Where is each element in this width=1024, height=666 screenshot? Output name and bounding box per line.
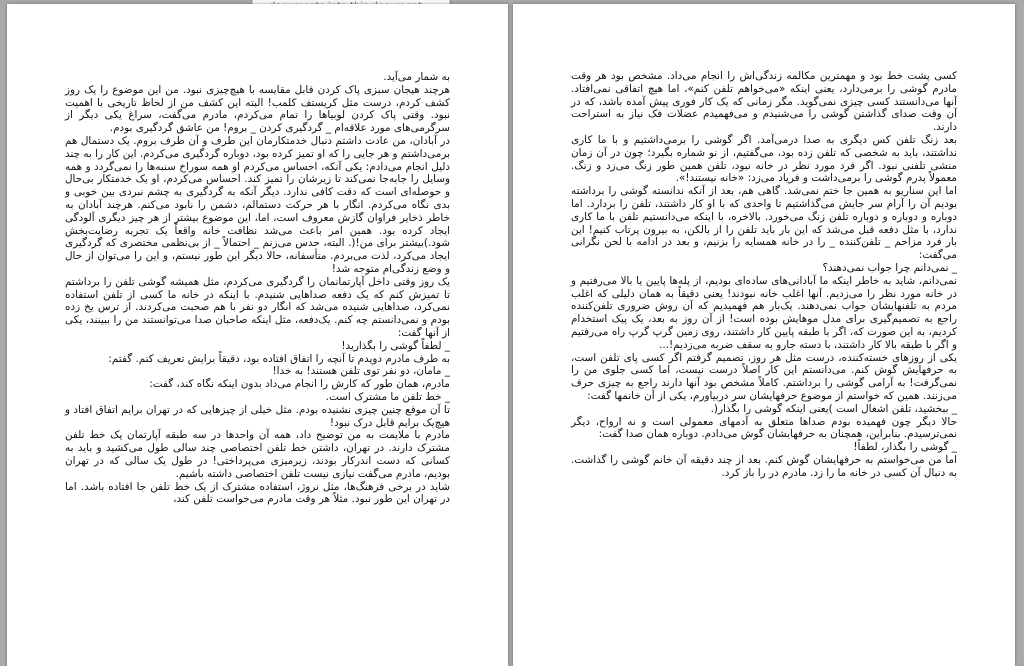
- document-page-right[interactable]: [513, 4, 1015, 666]
- paragraph: شاید در برخی فرهنگ‌ها، مثل نروژ، استفاده مشترک از یک خط تلفن جا افتاده باشد. اما در تهران این طور نبود. مثلاً هر وقت مادرم می‌خواست تلفن کند،: [65, 480, 450, 506]
- document-page-left[interactable]: [7, 4, 508, 666]
- page-text-left: [65, 71, 450, 506]
- paragraph: _ نمی‌دانم چرا جواب نمی‌دهند؟: [822, 261, 957, 274]
- paragraph: _ ببخشید، تلفن اشغال است )یعنی اینکه گوشی را بگذار(.: [710, 402, 957, 415]
- paragraph: در آبادان، من عادت داشتم دنبال خدمتکارمان این طرف و آن طرف بروم. یک دستمال هم برمی‌داشتم و هر جایی را که او تمیز کرده بود، دوباره گردگیری می‌کردم. این کار را به چند دلیل انجام می‌دادم: یکی آنکه، احساس می‌کردم او همه سوراخ سنبه‌ها را نمی‌گردد و همه وسایل را جابه‌جا نمی‌کند تا زیرشان را تمیز کند. احساس می‌کردم، او یک خدمتکار بی‌حال و حوصله‌ای است که دقت کافی ندارد. دیگر آنکه به گردگیری به چشم نبردی بین خوبی و بدی نگاه می‌کردم. انگار با هر حرکت دستمالم، دشمن را نابود می‌کنم. هرچند آبادان به خاطر ذخایر فراوان گازش معروف است، اما، این موضوع بیشتر از هر چیز دیگری آلودگی ایجاد کرده بود. همین امر باعث می‌شد نظافت خانه واقعاً یک تجربه رضایت‌بخش شود.)بیشتر برای من!(. البته، حدس می‌زنم _ احتمالاً _ از بی‌نظمی مختصری که گردگیری ایجاد می‌کرد، لذت می‌بردم. متأسفانه، حالا دیگر این طور نیستم، و این را می‌توان از حال و وضع زندگی‌ام متوجه شد!: [65, 134, 450, 275]
- paragraph: اما من می‌خواستم به حرفهایشان گوش کنم. بعد از چند دقیقه آن خانم گوشی را گذاشت. به دنبال آن کسی در خانه ما را زد. مادرم در را باز کرد.: [571, 453, 957, 479]
- paragraph: مادرم با ملایمت به من توضیح داد، همه آن واحدها در سه طبقه آپارتمان یک خط تلفن مشترک دارند. در تهران، داشتن خط تلفن اختصاصی چند سالی طول می‌کشید و باید به کسانی که دست اندرکار بودند، زیرمیزی می‌پرداختی! در طول یک سالی که در تهران بودیم، مادرم می‌گفت نیازی نیست تلفن اختصاصی داشته باشیم.: [65, 429, 450, 480]
- paragraph: نمی‌دانم، شاید به خاطر اینکه ما آبادانی‌های ساده‌ای بودیم، از پله‌ها پایین یا بالا می‌رفتیم و در خانه مورد نظر را می‌زدیم. آنها اغلب خانه نبودند! یعنی دقیقاً به همان دلیلی که اغلب مردم به تلفنهایشان جواب نمی‌دهند. یک‌بار هم فهمیدیم که آن روش ضروری تلفن‌کننده راجع به تصمیم‌گیری برای مدل موهایش بوده است! از آن روز به بعد، یک پیک استخدام کردیم، به این صورت که، اگر با طبقه پایین کار داشتند، روی زمین گرپ گرپ راه می‌رفتیم و اگر با طبقه بالا کار داشتند، با دسته جارو به سقف ضربه می‌زدیم!...: [571, 274, 957, 351]
- paragraph: اما این سناریو به همین جا ختم نمی‌شد. گاهی هم، بعد از آنکه ندانسته گوشی را برداشته بودیم آن را آرام سر جایش می‌گذاشتیم تا واحدی که با او کار داشتند، تلفن را بردارد. اما دوباره و دوباره و دوباره تلفن زنگ می‌خورد. بالاخره، با اینکه می‌دانستیم تلفن با ما کاری ندارد، با مثل دفعه قبل می‌شد که این بار باید تلفن را از بالکن، به بیرون پرتاب کنیم! این بار فرد مزاحم _ تلفن‌کننده _ را در خانه همسایه را بزنیم، و بعد در ادامه با لحن نگرانی می‌گفت:: [571, 185, 957, 262]
- paragraph: تا آن موقع چنین چیزی نشنیده بودم. مثل خیلی از چیزهایی که در تهران برایم اتفاق افتاد و هیچ‌یک برایم قابل درک نبود!: [65, 403, 450, 429]
- paragraph: _ مامان، دو نفر توی تلفن هستند! به خدا!: [272, 365, 450, 378]
- paragraph: بعد زنگ تلفن کس دیگری به صدا درمی‌آمد. اگر گوشی را برمی‌داشتیم و با ما کاری نداشتند، باید به شخصی که تلفن زده بود، می‌گفتیم، از نو شماره بگیرد؛ چون در آن زمان منشی تلفنی نبود. اگر فرد مورد نظر در خانه نبود، تلفن همین طور زنگ می‌زد و زنگ. معمولاً پدرم گوشی را برمی‌داشت و فریاد می‌زد: «خانه نیستند!».: [571, 133, 957, 185]
- paragraph: _ خط تلفن ما مشترک است.: [325, 390, 450, 403]
- paragraph: _ گوشی را بگذار، لطفاً!: [853, 441, 957, 454]
- paragraph: یک روز وقتی داخل آپارتمانمان را گردگیری می‌کردم، مثل همیشه گوشی تلفن را برداشتم تا تمیزش کنم که یک دفعه صداهایی شنیدم. با اینکه در خانه ما کسی از تلفن استفاده نمی‌کرد، صداهایی شنیده می‌شد که انگار دو نفر با هم صحبت می‌کردند. از ترس یخ زده بودم و نمی‌دانستم چه کنم. یک‌دفعه، مثل اینکه صاحبان صدا می‌توانستند من را ببینند، یکی از آنها گفت:: [65, 275, 450, 339]
- paragraph: کسی پشت خط بود و مهمترین مکالمه زندگی‌اش را انجام می‌داد. مشخص بود هر وقت مادرم گوشی را برمی‌دارد، یعنی اینکه «می‌خواهم تلفن کنم»، اما هیچ اتفاقی نمی‌افتاد. آنها می‌دانستند کسی چیزی نمی‌گوید. مگر زمانی که یک کار فوری پیش آمده باشد، که در آن وقت صدای گذاشتن گوشی را می‌شنیدم و می‌فهمیدم عضلات فک نیاز به استراحت دارند.: [571, 70, 957, 134]
- paragraph: _ لطفاً گوشی را بگذارید!: [341, 339, 450, 352]
- paragraph: به شمار می‌آید.: [383, 71, 450, 83]
- paragraph: یکی از روزهای خسته‌کننده، درست مثل هر روز، تصمیم گرفتم اگر کسی پای تلفن است، به حرفهایش گوش کنم. می‌دانستم این کار اصلاً درست نیست، اما کسی جلوی من را نمی‌گرفت! به آرامی گوشی را برداشتم. کاملاً مشخص بود آنها دارند راجع به چیزی حرف می‌زنند. همین که خواستم از موضوع حرفهایشان سر دربیاورم، یکی از آن خانمها گفت:: [571, 351, 957, 402]
- page-text-right: [571, 70, 957, 480]
- paragraph: حالا دیگر چون فهمیده بودم صداها متعلق به آدمهای معمولی است و نه ارواح، دیگر نمی‌ترسیدم. بنابراین، همچنان به حرفهایشان گوش می‌دادم. دوباره همان صدا گفت:: [571, 415, 957, 441]
- paragraph: هرچند هیجان سبزی پاک کردن قابل مقایسه با هیچ‌چیزی نبود. من این موضوع را یک روز کشف کردم، درست مثل کریستف کلمب! البته این کشف من از لحاظ تاریخی با اهمیت نبود. وقتی پاک کردن لوبیاها را تمام می‌کردم، مادرم می‌گفت، سراغ یکی دیگر از سرگرمی‌های مورد علاقه‌ام _ گردگیری کردن _ بروم! من عاشق گردگیری بودم.: [65, 83, 450, 135]
- paragraph: مادرم، همان طور که کارش را انجام می‌داد بدون اینکه نگاه کند، گفت:: [149, 378, 450, 391]
- paragraph: به طرف مادرم دویدم تا آنچه را اتفاق افتاده بود، دقیقاً برایش تعریف کنم. گفتم:: [108, 352, 450, 365]
